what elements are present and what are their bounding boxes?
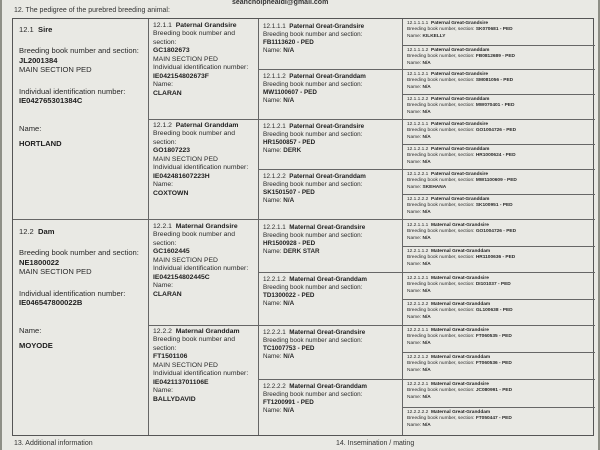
g4-cell: 12.2.1.1.2 Maternal Great-Granddam Breeding book number, section: HR1100636 - PED Name: N/A xyxy=(407,249,516,267)
dam-title: Dam xyxy=(38,227,55,236)
dam-section: MAIN SECTION PED xyxy=(19,267,92,277)
sire-book-number: JL2001384 xyxy=(19,55,58,65)
grandparent-book-number: GO1807223 xyxy=(153,147,191,155)
sire-id-label: Individual identification number: xyxy=(19,86,126,96)
sire-title: Sire xyxy=(38,25,53,34)
sire-name-label: Name: xyxy=(19,123,42,133)
footer-additional-info: 13. Additional information xyxy=(14,440,93,447)
grandparent-book-number: FT1501106 xyxy=(153,353,188,361)
pedigree-table xyxy=(12,18,594,436)
grandparent-id: IE042154802673F xyxy=(153,72,209,80)
g4-cell: 12.2.2.2.1 Maternal Great-Grandsire Breeding book number, section: JC080991 - PED Name: N/A xyxy=(407,382,513,400)
grandparent-cell: 12.2.1 Maternal Grandsire Breeding book number and section: GC1602445 MAIN SECTION PED Individual identification number: IE042154802445C Name: CLARAN xyxy=(149,221,259,325)
g4-cell: 12.1.1.2.2 Paternal Great-Granddam Breeding book number, section: MW070401 - PED Name: N/A xyxy=(407,97,515,115)
grandparent-name: CLARAN xyxy=(153,89,182,97)
grandparent-cell: 12.2.2 Maternal Granddam Breeding book number and section: FT1501106 MAIN SECTION PED Individual identification number: IE042113701106E Name: BALLYDAVID xyxy=(149,326,259,435)
email-address: seancholpheaidi@gmail.com xyxy=(232,0,329,6)
dam-id: IE046547800022B xyxy=(19,298,83,308)
great-grandparent-cell: 12.2.2.2 Maternal Great-Granddam Breeding book number and section: FT1200991 - PED Name: N/A xyxy=(263,383,367,414)
pedigree-sheet xyxy=(2,0,598,450)
g4-cell: 12.2.1.2.2 Maternal Great-Granddam Breeding book number, section: GL100638 - PED Name: N/A xyxy=(407,302,513,320)
g4-cell: 12.1.2.2.1 Paternal Great-Grandsire Breeding book number, section: MW1100609 - PED Name: SKEHANA xyxy=(407,172,517,190)
grandparent-name: CLARAN xyxy=(153,290,182,298)
grandparent-book-number: GC1802673 xyxy=(153,47,190,55)
grandparent-id: IE042113701106E xyxy=(153,378,209,386)
g4-cell: 12.1.1.1.2 Paternal Great-Granddam Breeding book number, section: FB0812689 - PED Name: N/A xyxy=(407,48,516,66)
g4-cell: 12.2.2.2.2 Maternal Great-Granddam Breeding book number, section: FT050447 - PED Name: N/A xyxy=(407,410,512,428)
section-heading: 12. The pedigree of the purebred breeding animal: xyxy=(14,7,170,14)
divider-ggp-3 xyxy=(259,272,595,273)
g4-cell: 12.2.1.1.1 Maternal Great-Grandsire Breeding book number, section: GO1004726 - PED Name: N/A xyxy=(407,223,517,241)
sire-cell xyxy=(13,21,149,219)
dam-id-label: Individual identification number: xyxy=(19,288,126,298)
great-grandparent-cell: 12.1.2.2 Paternal Great-Granddam Breeding book number and section: SK1501507 - PED Name: N/A xyxy=(263,173,366,204)
footer-insemination: 14. Insemination / mating xyxy=(336,440,415,447)
sire-id: IE042765301384C xyxy=(19,96,83,106)
g4-cell: 12.2.1.2.1 Maternal Great-Grandsire Breeding book number, section: DI101037 - PED Name: N/A xyxy=(407,276,511,294)
dam-book-label: Breeding book number and section: xyxy=(19,248,139,258)
grandparent-name: BALLYDAVID xyxy=(153,395,196,403)
dam-cell xyxy=(13,223,149,435)
divider-sire-dam xyxy=(13,219,595,220)
sire-section: MAIN SECTION PED xyxy=(19,65,92,75)
dam-name-label: Name: xyxy=(19,325,42,335)
g4-cell: 12.2.2.1.2 Maternal Great-Granddam Breeding book number, section: FT060536 - PED Name: N/A xyxy=(407,355,512,373)
grandparent-id: IE042481607223H xyxy=(153,172,210,180)
great-grandparent-cell: 12.1.1.1 Paternal Great-Grandsire Breeding book number and section: FB1113620 - PED Name: N/A xyxy=(263,23,365,54)
sire-number: 12.1 xyxy=(19,25,34,34)
great-grandparent-cell: 12.2.2.1 Maternal Great-Grandsire Breeding book number and section: TC1007753 - PED Name: N/A xyxy=(263,329,366,360)
dam-book-number: NE1800022 xyxy=(19,257,60,267)
g4-cell: 12.1.2.1.2 Paternal Great-Granddam Breeding book number, section: HR1000624 - PED Name: N/A xyxy=(407,147,516,165)
great-grandparent-cell: 12.1.1.2 Paternal Great-Granddam Breeding book number and section: MW1100607 - PED Name: N/A xyxy=(263,73,366,104)
sire-book-label: Breeding book number and section: xyxy=(19,46,139,56)
g4-cell: 12.1.2.2.2 Paternal Great-Granddam Breeding book number, section: SK100951 - PED Name: N/A xyxy=(407,197,513,215)
dam-number: 12.2 xyxy=(19,227,34,236)
g4-cell: 12.1.2.1.1 Paternal Great-Grandsire Breeding book number, section: GO1004726 - PED Name: N/A xyxy=(407,122,517,140)
grandparent-id: IE042154802445C xyxy=(153,273,210,281)
grandparent-name: COXTOWN xyxy=(153,189,189,197)
great-grandparent-cell: 12.2.1.2 Maternal Great-Granddam Breeding book number and section: TD1300022 - PED Name: N/A xyxy=(263,276,367,307)
g4-cell: 12.2.2.1.1 Maternal Great-Grandsire Breeding book number, section: FT060535 - PED Name: N/A xyxy=(407,328,512,346)
grandparent-book-number: GC1602445 xyxy=(153,248,190,256)
grandparent-cell: 12.1.2 Paternal Granddam Breeding book number and section: GO1807223 MAIN SECTION PED Individual identification number: IE042481607223H Name: COXTOWN xyxy=(149,120,259,219)
g4-cell: 12.1.1.1.1 Paternal Great-Grandsire Breeding book number, section: SK070681 - PED Name: KILKELLY xyxy=(407,21,513,39)
grandparent-cell: 12.1.1 Paternal Grandsire Breeding book number and section: GC1802673 MAIN SECTION PED Individual identification number: IE042154802673F Name: CLARAN xyxy=(149,20,259,119)
dam-name: MOYODE xyxy=(19,341,53,351)
great-grandparent-cell: 12.2.1.1 Maternal Great-Grandsire Breeding book number and section: HR1500928 - PED Name: DERK STAR xyxy=(263,224,366,255)
great-grandparent-cell: 12.1.2.1 Paternal Great-Grandsire Breeding book number and section: HR1500857 - PED Name: DERK xyxy=(263,123,365,154)
g4-cell: 12.1.1.2.1 Paternal Great-Grandsire Breeding book number, section: SM081056 - PED Name: N/A xyxy=(407,72,514,90)
sire-name: HORTLAND xyxy=(19,139,62,149)
